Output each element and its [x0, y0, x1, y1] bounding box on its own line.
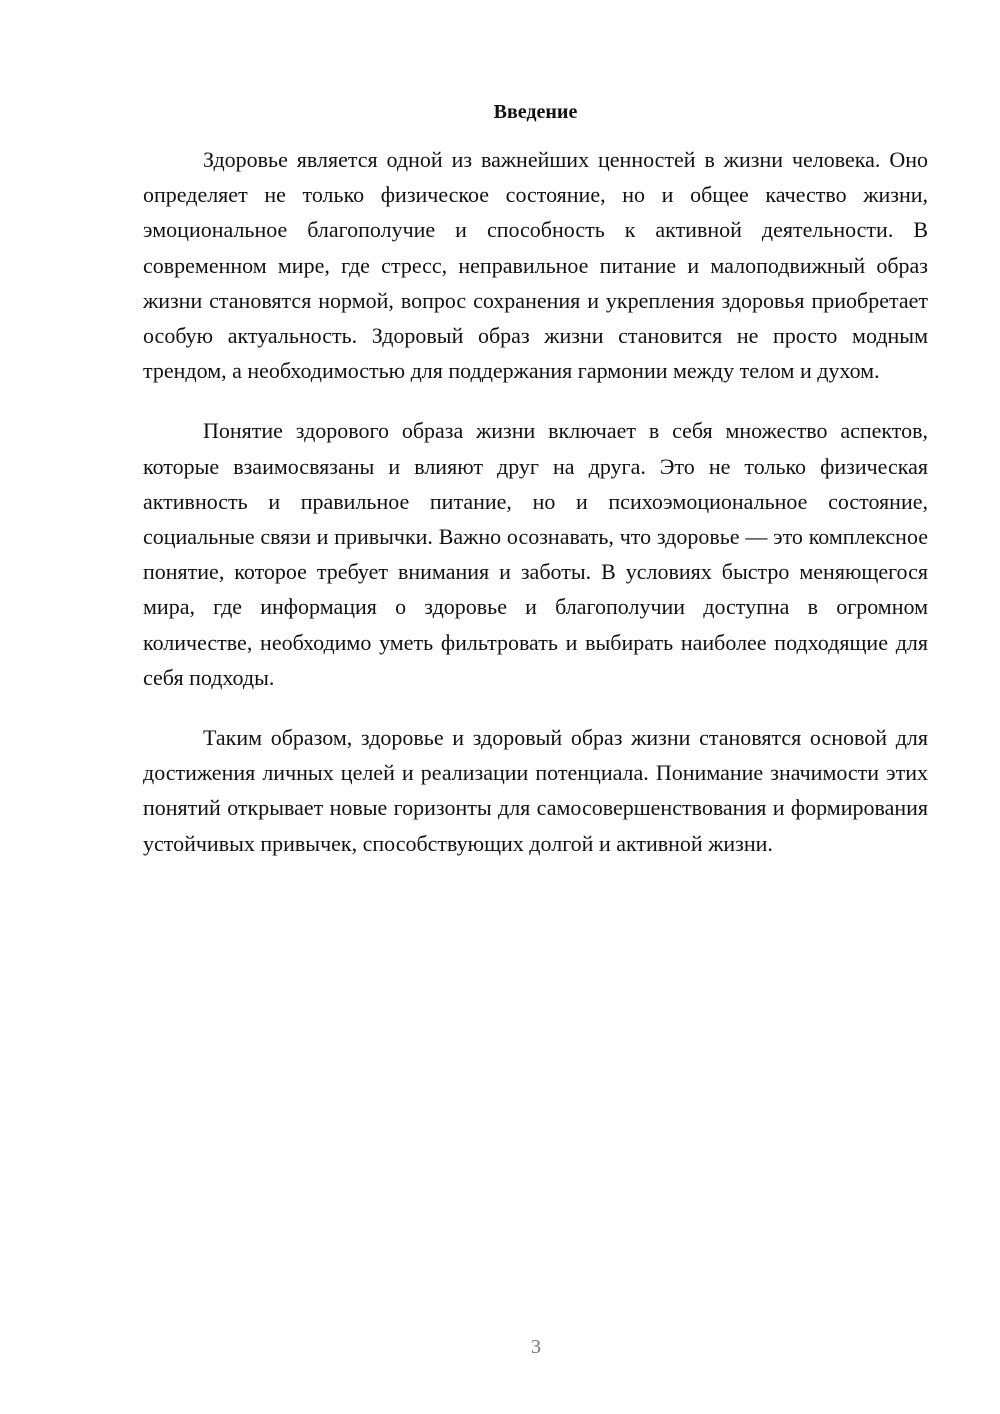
- paragraph-3: Таким образом, здоровье и здоровый образ жизни становятся основой для достижения личных целей и реализации потенциала. Понимание значимости этих понятий открывает новые горизонты для самосовершенствования и формирования устойчивых привычек, способствующих долгой и активной жизни.: [143, 725, 928, 856]
- section-heading: Введение: [493, 101, 578, 123]
- document-body: [143, 142, 928, 886]
- paragraph-1: Здоровье является одной из важнейших ценностей в жизни человека. Оно определяет не только физическое состояние, но и общее качество жизни, эмоциональное благополучие и способность к активной деятельности. В современном мире, где стресс, неправильное питание и малоподвижный образ жизни становятся нормой, вопрос сохранения и укрепления здоровья приобретает особую актуальность. Здоровый образ жизни становится не просто модным трендом, а необходимостью для поддержания гармонии между телом и духом.: [143, 147, 928, 384]
- paragraph-2: Понятие здорового образа жизни включает в себя множество аспектов, которые взаимосвязаны и влияют друг на друга. Это не только физическая активность и правильное питание, но и психоэмоциональное состояние, социальные связи и привычки. Важно осознавать, что здоровье — это комплексное понятие, которое требует внимания и заботы. В условиях быстро меняющегося мира, где информация о здоровье и благополучии доступна в огромном количестве, необходимо уметь фильтровать и выбирать наиболее подходящие для себя подходы.: [143, 418, 928, 690]
- page-number: 3: [531, 1336, 541, 1358]
